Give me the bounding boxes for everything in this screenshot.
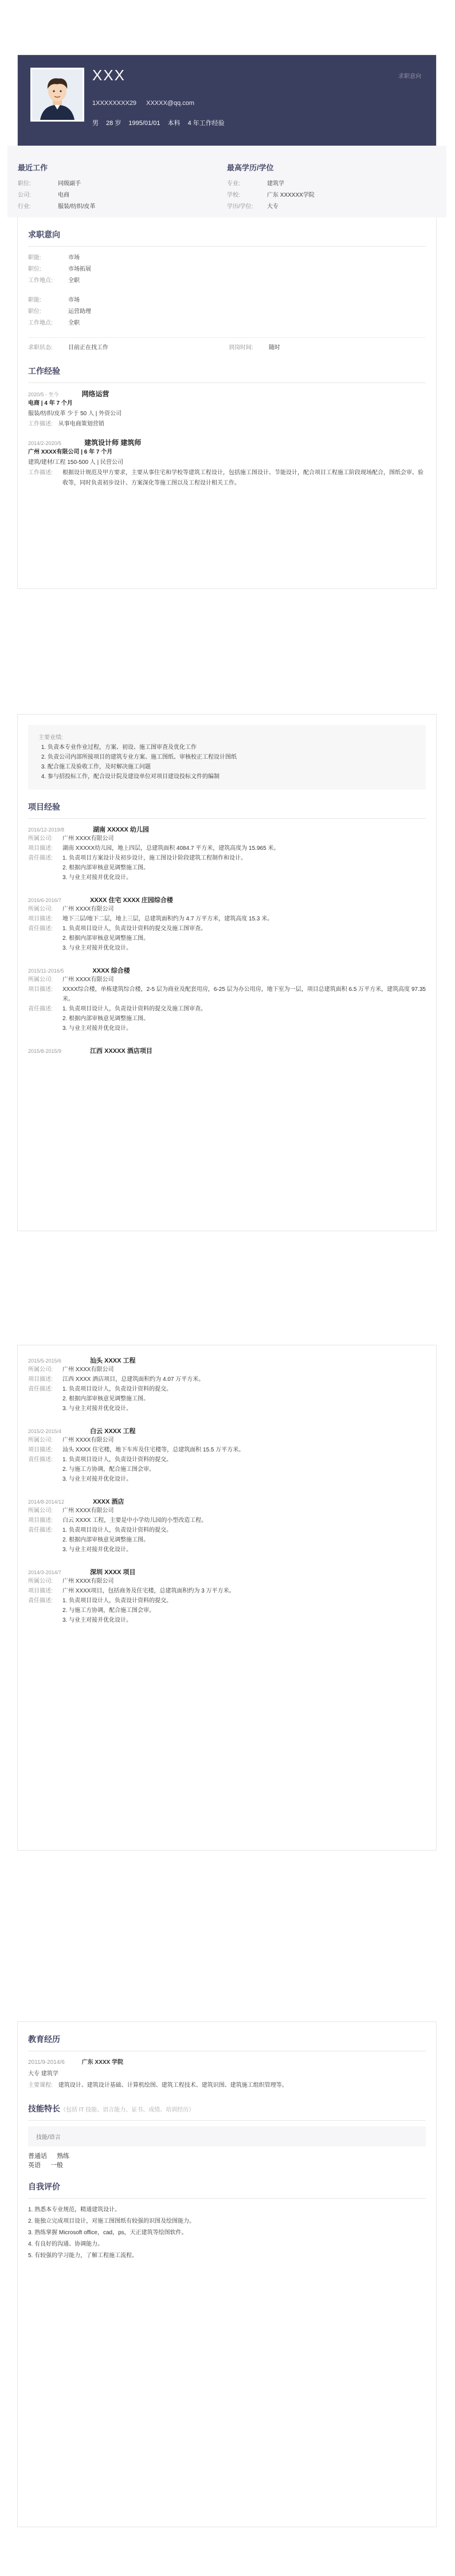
education-major: 大专 建筑学 (28, 2071, 58, 2077)
project-resp: 2. 与施工方协调，配合施工图会审。 (62, 1466, 155, 1473)
evaluation-item: 4. 有良好的沟通、协调能力。 (28, 2241, 104, 2247)
project-resp: 2. 根据内部审核意见调整施工图。 (62, 1537, 150, 1543)
latest-work-label: 行业: (18, 204, 31, 210)
skill-tag: 一般 (50, 2162, 64, 2169)
intent-group (28, 295, 426, 329)
project-date: 2015/5-2015/6 (28, 1358, 62, 1364)
project-resp: 1. 负责项目方案设计及初步设计，施工图设计阶段建筑工程制作和设计。 (62, 855, 247, 861)
project-date: 2015/8-2015/9 (28, 1048, 62, 1054)
latest-edu-value: 广东 XXXXXX学院 (267, 192, 315, 198)
project-desc: 地下三层/地下二层，地上三层，总建筑面积约为 4.7 万平方米，建筑高度 15.3 米。 (62, 916, 273, 922)
intent-label: 职位: (28, 266, 41, 272)
work-desc-label: 工作描述: (28, 470, 53, 476)
work-title: 工作经验 (28, 354, 426, 383)
gender-text: 男 (92, 120, 99, 127)
evaluation-item: 3. 熟练掌握 Microsoft office，cad，ps，天正建筑等绘图软件。 (28, 2230, 187, 2236)
project-item: 2015/11-2016/5 XXXX 综合楼 所属公司: 广州 XXXX有限公司 项目描述: XXXX综合楼，单栋建筑综合楼，2-5 层为商业及配套用房，6-25 层为办公用房，地下室为一层，项目总建筑面积 6.5 万平方米，建筑高度 97.35 米。 责任描述: 1. 负责项目设计人，负责设计资料的提交及施工图审查。 2. 根据内部审核意见调整施工图。 3. 与业主对接并优化设计。 (28, 966, 426, 1033)
resume-header (18, 55, 436, 146)
project-name: XXXX 酒店 (93, 1498, 124, 1505)
intent-group (28, 252, 426, 287)
candidate-name: XXX (92, 67, 126, 84)
resume-page-1 (17, 54, 437, 589)
latest-work-col (18, 150, 227, 213)
resume-page-3 (17, 1345, 437, 1851)
project-name: XXXX 住宅 XXXX 庄园综合楼 (90, 897, 173, 904)
latest-edu-title: 最高学历/学位 (227, 163, 274, 172)
project-desc: 江西 XXXX 酒店项目，总建筑面积约为 4.07 万平方米。 (62, 1376, 205, 1383)
project-resp: 1. 负责项目设计人，负责设计资料的提交。 (62, 1527, 172, 1533)
project-resp: 2. 与施工方协调，配合施工图会审。 (62, 1607, 155, 1614)
latest-edu-value: 建筑学 (267, 181, 284, 187)
project-resp: 3. 与业主对接并优化设计。 (62, 1547, 132, 1553)
education-section (18, 2022, 436, 2091)
latest-work-label: 公司: (18, 192, 31, 198)
project-item: 2014/8-2014/12 XXXX 酒店 所属公司: 广州 XXXX有限公司 项目描述: 白云 XXXX 工程，主要是中小学幼儿园的小型改造工程。 责任描述: 1. 负责项目设计人，负责设计资料的提交。 2. 根据内部审核意见调整施工图。 3. 与业主对接并优化设计。 (28, 1497, 426, 1555)
latest-work-value: 电商 (58, 192, 69, 198)
skill-tag: 熟练 (57, 2153, 70, 2160)
latest-edu-label: 学校: (227, 192, 240, 198)
project-resp: 3. 与业主对接并优化设计。 (62, 875, 132, 881)
age-text: 28 岁 (106, 120, 121, 127)
person-avatar-icon (32, 69, 83, 120)
intent-value: 全职 (68, 278, 80, 284)
project-item: 2016/6-2016/7 XXXX 住宅 XXXX 庄园综合楼 所属公司: 广州 XXXX有限公司 项目描述: 地下三层/地下二层，地上三层，总建筑面积约为 4.7 万平方米，建筑高度 15.3 米。 责任描述: 1. 负责项目设计人，负责设计资料的提交及施工图审查。 2. 根据内部审核意见调整施工图。 3. 与业主对接并优化设计。 (28, 895, 426, 953)
project-name: 深圳 XXXX 项目 (90, 1569, 136, 1576)
work-sub: 广州 XXXX有限公司 | 6 年 7 个月 (28, 449, 113, 455)
project-resp: 3. 与业主对接并优化设计。 (62, 1025, 132, 1032)
work-date: 2014/2-2020/5 (28, 440, 62, 446)
project-company: 广州 XXXX有限公司 (62, 977, 114, 983)
skills-title: 技能特长 (28, 2104, 60, 2113)
project-resp: 3. 与业主对接并优化设计。 (62, 945, 132, 951)
status-value: 目前正在找工作 (68, 345, 108, 351)
project-date: 2014/8-2014/12 (28, 1499, 65, 1505)
evaluation-section (18, 2169, 436, 2262)
projects-section (18, 790, 436, 1055)
work-desc: 根据设计规范及甲方要求，主要从事住宅和学校等建筑工程设计，包括施工图设计、节能设计，配合项目工程施工阶段现场配合，图纸会审、验收等，同时负责初步设计、方案深化等施工图以及工程设计相关工作。 (62, 470, 423, 486)
education-level-text: 本科 (167, 120, 181, 127)
project-company: 广州 XXXX有限公司 (62, 1508, 114, 1514)
project-resp: 3. 与业主对接并优化设计。 (62, 1476, 132, 1482)
project-date: 2016/12-2019/8 (28, 827, 65, 833)
skills-box: 技能/语言 (28, 2126, 426, 2146)
latest-edu-label: 学历/学位: (227, 204, 253, 210)
project-resp: 1. 负责项目设计人，负责设计资料的提交及施工图审查。 (62, 926, 207, 932)
project-date: 2015/2-2015/4 (28, 1428, 62, 1434)
duties-list (38, 743, 397, 782)
latest-edu-label: 专业: (227, 181, 240, 187)
project-name: 汕头 XXXX 工程 (90, 1357, 136, 1364)
duty-item: 4. 参与招投标工作，配合设计院及建设单位对项目建设投标文件的编制 (48, 772, 397, 782)
basic-info-line (92, 118, 230, 127)
project-desc: 湖南 XXXXX幼儿园，地上四层，总建筑面积 4084.7 平方米，建筑高度为 15.965 米。 (62, 845, 280, 852)
duty-item: 3. 配合施工及验收工作，及时解决施工问题 (48, 762, 397, 772)
project-company: 广州 XXXX有限公司 (62, 1367, 114, 1373)
skill-tag: 普通话 (28, 2153, 47, 2160)
phone-text: 1XXXXXXXX29 (92, 100, 137, 107)
project-date: 2016/6-2016/7 (28, 897, 62, 903)
duties-label: 主要业绩: (38, 735, 63, 741)
duty-item: 1. 负责本专业作业过程，方案、初设、施工图审查及优化工作 (48, 743, 397, 752)
project-resp: 2. 根据内部审核意见调整施工图。 (62, 865, 150, 871)
latest-work-label: 职位: (18, 181, 31, 187)
work-desc-label: 工作描述: (28, 421, 53, 427)
resume-page-4 (17, 2021, 437, 2527)
intent-value: 全职 (68, 320, 80, 326)
email-text: XXXXX@qq.com (146, 100, 195, 107)
latest-work-value: 同级副手 (58, 181, 81, 187)
project-date: 2015/11-2016/5 (28, 968, 64, 974)
intent-section (18, 217, 436, 354)
latest-edu-value: 大专 (267, 204, 279, 210)
evaluation-item: 2. 能独立完成项目设计，对施工图图纸有较强的识图及绘图能力。 (28, 2218, 195, 2224)
project-resp: 1. 负责项目设计人，负责设计资料的提交。 (62, 1598, 172, 1604)
intent-value: 市场 (68, 297, 80, 303)
work-section (18, 354, 436, 489)
project-resp: 2. 根据内部审核意见调整施工图。 (62, 935, 150, 942)
work-sub: 电商 | 4 年 7 个月 (28, 400, 73, 407)
project-resp: 1. 负责项目设计人，负责设计资料的提交。 (62, 1386, 172, 1392)
project-company: 广州 XXXX有限公司 (62, 1578, 114, 1584)
project-name: 湖南 XXXXX 幼儿园 (93, 826, 149, 833)
project-desc: XXXX综合楼，单栋建筑综合楼，2-5 层为商业及配套用房，6-25 层为办公用房，地下室为一层，项目总建筑面积 6.5 万平方米，建筑高度 97.35 米。 (62, 986, 426, 1002)
project-name: XXXX 综合楼 (92, 967, 130, 974)
duties-box (28, 725, 426, 790)
status-label: 求职状态: (28, 345, 53, 351)
resume-page-2 (17, 714, 437, 1231)
project-company: 广州 XXXX有限公司 (62, 1437, 114, 1443)
evaluation-item: 5. 有较强的学习能力，了解工程施工流程。 (28, 2253, 138, 2259)
intent-label: 工作地点: (28, 320, 53, 326)
project-desc: 白云 XXXX 工程，主要是中小学幼儿园的小型改造工程。 (62, 1517, 207, 1524)
skill-tag: 英语 (28, 2162, 41, 2169)
project-resp: 3. 与业主对接并优化设计。 (62, 1406, 132, 1412)
project-company: 广州 XXXX有限公司 (62, 906, 114, 912)
project-date: 2014/3-2014/7 (28, 1570, 62, 1575)
education-title: 教育经历 (28, 2022, 426, 2051)
arrival-value: 随时 (269, 345, 280, 351)
work-date: 2020/5 - 至今 (28, 392, 59, 397)
project-resp: 2. 根据内部审核意见调整施工图。 (62, 1016, 150, 1022)
evaluation-item: 1. 熟悉本专业规范，精通建筑设计。 (28, 2207, 121, 2213)
intent-value: 运营助理 (68, 309, 91, 315)
project-item (28, 1046, 426, 1055)
project-item: 2016/12-2019/8 湖南 XXXXX 幼儿园 所属公司: 广州 XXXX有限公司 项目描述: 湖南 XXXXX幼儿园，地上四层，总建筑面积 4084.7 平方米，建筑高度为 15.965 米。 责任描述: 1. 负责项目方案设计及初步设计，施工图设计阶段建筑工程制作和设计。 2. 根据内部审核意见调整施工图。 3. 与业主对接并优化设计。 (28, 825, 426, 883)
work-industry: 服装/纺织/皮革 少于 50 人 | 外资公司 (28, 411, 122, 417)
projects-continued (18, 1345, 436, 1625)
project-resp: 1. 负责项目设计人，负责设计资料的提交。 (62, 1457, 172, 1463)
header-right-note: 求职意向 (398, 73, 421, 80)
work-company: 网络运营 (81, 390, 109, 398)
work-desc: 从事电商策划营销 (58, 421, 104, 427)
experience-years-text: 4 年工作经验 (187, 120, 225, 127)
skills-section (18, 2091, 436, 2169)
project-resp: 3. 与业主对接并优化设计。 (62, 1617, 132, 1623)
courses-label: 主要课程: (28, 2082, 53, 2089)
intent-title: 求职意向 (28, 217, 426, 247)
intent-label: 职能: (28, 297, 41, 303)
project-name: 江西 XXXXX 酒店项目 (90, 1048, 152, 1055)
project-desc: 汕头 XXXX 住宅楼，地下车库及住宅楼等，总建筑面积 15.5 万平方米。 (62, 1447, 245, 1453)
project-company: 广州 XXXX有限公司 (62, 836, 114, 842)
work-industry: 建筑/建材/工程 150-500 人 | 民营公司 (28, 459, 123, 466)
courses-value: 建筑设计、建筑设计基础、计算机绘图、建筑工程技术、建筑识图、建筑施工组织管理等。 (58, 2082, 288, 2089)
latest-summary (7, 146, 446, 217)
intent-value: 市场拓展 (68, 266, 91, 272)
duty-item: 2. 负责公司内部所接项目的建筑专业方案、施工图纸、审核校正工程设计图纸 (48, 752, 397, 762)
project-item: 2015/2-2015/4 白云 XXXX 工程 所属公司: 广州 XXXX有限公司 项目描述: 汕头 XXXX 住宅楼，地下车库及住宅楼等，总建筑面积 15.5 万平方米。 责任描述: 1. 负责项目设计人，负责设计资料的提交。 2. 与施工方协调，配合施工图会审。 3. 与业主对接并优化设计。 (28, 1426, 426, 1484)
work-item (28, 389, 426, 430)
project-resp: 2. 根据内部审核意见调整施工图。 (62, 1396, 150, 1402)
avatar (30, 68, 84, 122)
project-resp: 1. 负责项目设计人，负责设计资料的提交及施工图审查。 (62, 1006, 207, 1012)
contact-line (92, 100, 202, 107)
intent-label: 职能: (28, 255, 41, 261)
work-company: 建筑设计师 建筑师 (84, 439, 142, 447)
birthday-text: 1995/01/01 (128, 120, 160, 127)
education-school: 广东 XXXX 学院 (81, 2059, 124, 2066)
arrival-label: 到岗时间: (229, 345, 253, 351)
education-date: 2011/9-2014/6 (28, 2059, 65, 2066)
project-name: 白云 XXXX 工程 (90, 1428, 136, 1435)
latest-edu-col (227, 150, 436, 213)
project-desc: 广州 XXXX项目，包括商务及住宅楼，总建筑面积约为 3 万平方米。 (62, 1588, 235, 1594)
work-item (28, 438, 426, 489)
evaluation-title: 自我评价 (28, 2169, 426, 2199)
intent-label: 工作地点: (28, 278, 53, 284)
intent-value: 市场 (68, 255, 80, 261)
latest-work-title: 最近工作 (18, 163, 48, 172)
skills-hint: （包括 IT 技能、语言能力、证书、成绩、培训经历） (60, 2107, 195, 2113)
projects-title: 项目经验 (28, 790, 426, 819)
project-item: 2015/5-2015/6 汕头 XXXX 工程 所属公司: 广州 XXXX有限公司 项目描述: 江西 XXXX 酒店项目，总建筑面积约为 4.07 万平方米。 责任描述: 1. 负责项目设计人，负责设计资料的提交。 2. 根据内部审核意见调整施工图。 3. 与业主对接并优化设计。 (28, 1356, 426, 1414)
latest-work-value: 服装/纺织/皮革 (58, 204, 96, 210)
intent-label: 职位: (28, 309, 41, 315)
project-item: 2014/3-2014/7 深圳 XXXX 项目 所属公司: 广州 XXXX有限公司 项目描述: 广州 XXXX项目，包括商务及住宅楼，总建筑面积约为 3 万平方米。 责任描述: 1. 负责项目设计人，负责设计资料的提交。 2. 与施工方协调，配合施工图会审。 3. 与业主对接并优化设计。 (28, 1567, 426, 1625)
